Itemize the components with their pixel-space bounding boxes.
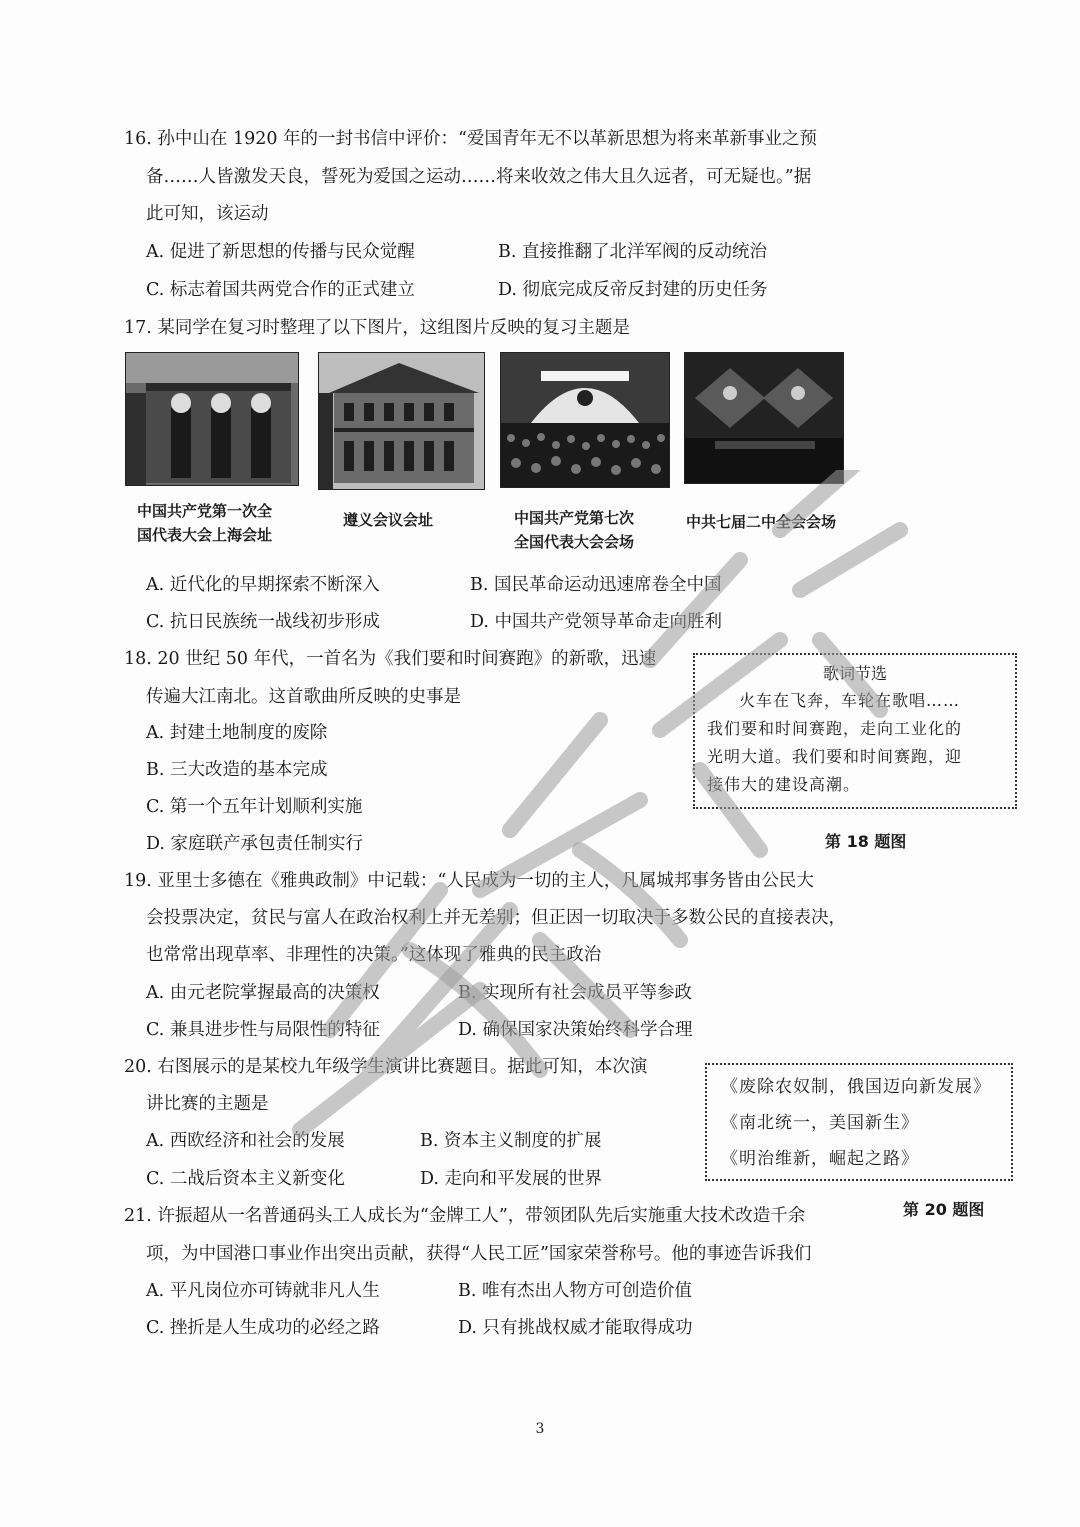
q16-stem-line-3: 此可知，该运动	[146, 204, 269, 224]
q16-option-c: C. 标志着国共两党合作的正式建立	[146, 280, 415, 300]
q19-option-d: D. 确保国家决策始终科学合理	[458, 1020, 693, 1040]
speech-titles-box	[705, 1063, 1013, 1181]
speech-title: 《明治维新，崛起之路》	[721, 1149, 919, 1169]
q19-option-a: A. 由元老院掌握最高的决策权	[146, 983, 380, 1003]
q20-option-d: D. 走向和平发展的世界	[420, 1169, 603, 1189]
lyrics-excerpt-box	[693, 653, 1017, 809]
caption-second-plenum	[686, 510, 836, 534]
page-number: 3	[535, 1421, 545, 1437]
q18-option-a: A. 封建土地制度的废除	[146, 723, 328, 743]
lyrics-line: 我们要和时间赛跑，走向工业化的	[707, 719, 963, 738]
q17-option-d: D. 中国共产党领导革命走向胜利	[470, 612, 723, 632]
q16-option-b: B. 直接推翻了北洋军阀的反动统治	[498, 242, 767, 262]
q21-stem-line-1: 21. 许振超从一名普通码头工人成长为“金牌工人”，带领团队先后实施重大技术改造千余	[124, 1206, 806, 1226]
q20-stem-line-1: 20. 右图展示的是某校九年级学生演讲比赛题目。据此可知，本次演	[124, 1057, 648, 1077]
q17-option-b: B. 国民革命运动迅速席卷全中国	[470, 575, 722, 595]
q20-figure-label: 第 20 题图	[903, 1200, 985, 1219]
lyrics-line: 光明大道。我们要和时间赛跑，迎	[707, 747, 963, 766]
photo-zunyi-meeting-site	[318, 352, 485, 490]
q18-figure-label: 第 18 题图	[825, 832, 907, 851]
speech-title: 《南北统一，美国新生》	[721, 1113, 919, 1133]
q21-option-c: C. 挫折是人生成功的必经之路	[146, 1318, 380, 1338]
q17-stem: 17. 某同学在复习时整理了以下图片，这组图片反映的复习主题是	[124, 318, 630, 338]
q16-stem-line-1: 16. 孙中山在 1920 年的一封书信中评价：“爱国青年无不以革新思想为将来革新事业之预	[124, 129, 817, 149]
q18-option-c: C. 第一个五年计划顺利实施	[146, 797, 363, 817]
q20-option-c: C. 二战后资本主义新变化	[146, 1169, 345, 1189]
q16-option-a: A. 促进了新思想的传播与民众觉醒	[146, 242, 415, 262]
q18-stem-line-2: 传遍大江南北。这首歌曲所反映的史事是	[146, 687, 461, 707]
q20-option-b: B. 资本主义制度的扩展	[420, 1131, 602, 1151]
caption-line: 全国代表大会会场	[514, 533, 635, 551]
q19-option-c: C. 兼具进步性与局限性的特征	[146, 1020, 380, 1040]
q20-option-a: A. 西欧经济和社会的发展	[146, 1131, 345, 1151]
q18-option-d: D. 家庭联产承包责任制实行	[146, 834, 364, 854]
caption-line: 国代表大会上海会址	[137, 526, 273, 544]
q18-option-b: B. 三大改造的基本完成	[146, 760, 328, 780]
q16-stem-line-2: 备……人皆激发天良，誓死为爱国之运动……将来收效之伟大且久远者，可无疑也。”据	[146, 167, 812, 187]
q18-stem-line-1: 18. 20 世纪 50 年代，一首名为《我们要和时间赛跑》的新歌，迅速	[124, 649, 657, 669]
q19-stem-line-2: 会投票决定，贫民与富人在政治权利上并无差别；但正因一切取决于多数公民的直接表决，	[146, 908, 846, 928]
caption-line: 中国共产党第七次	[514, 509, 635, 527]
q19-stem-line-1: 19. 亚里士多德在《雅典政制》中记载：“人民成为一切的主人，凡属城邦事务皆由公民大	[124, 871, 814, 891]
q19-stem-line-3: 也常常出现草率、非理性的决策。”这体现了雅典的民主政治	[146, 945, 602, 965]
q21-option-d: D. 只有挑战权威才能取得成功	[458, 1318, 693, 1338]
caption-line: 中共七届二中全会会场	[686, 513, 837, 531]
q21-option-a: A. 平凡岗位亦可铸就非凡人生	[146, 1281, 380, 1301]
q17-option-a: A. 近代化的早期探索不断深入	[146, 575, 380, 595]
speech-title: 《废除农奴制，俄国迈向新发展》	[721, 1077, 991, 1097]
q17-option-c: C. 抗日民族统一战线初步形成	[146, 612, 380, 632]
photo-first-congress-site	[125, 352, 299, 486]
caption-zunyi	[343, 508, 433, 532]
q16-option-d: D. 彻底完成反帝反封建的历史任务	[498, 280, 768, 300]
q21-option-b: B. 唯有杰出人物方可创造价值	[458, 1281, 692, 1301]
lyrics-title: 歌词节选	[822, 664, 887, 683]
caption-seventh-congress	[514, 506, 634, 554]
photo-seventh-congress-hall	[500, 352, 670, 488]
photo-seventh-second-plenum-hall	[684, 352, 844, 484]
caption-line: 遵义会议会址	[343, 511, 434, 529]
caption-line: 中国共产党第一次全	[137, 502, 273, 520]
q19-option-b: B. 实现所有社会成员平等参政	[458, 983, 692, 1003]
caption-first-congress	[137, 499, 272, 547]
q21-stem-line-2: 项，为中国港口事业作出突出贡献，获得“人民工匠”国家荣誉称号。他的事迹告诉我们	[146, 1244, 812, 1264]
lyrics-line: 接伟大的建设高潮。	[707, 775, 861, 794]
lyrics-line: 火车在飞奔，车轮在歌唱……	[739, 691, 961, 710]
q20-stem-line-2: 讲比赛的主题是	[146, 1094, 269, 1114]
